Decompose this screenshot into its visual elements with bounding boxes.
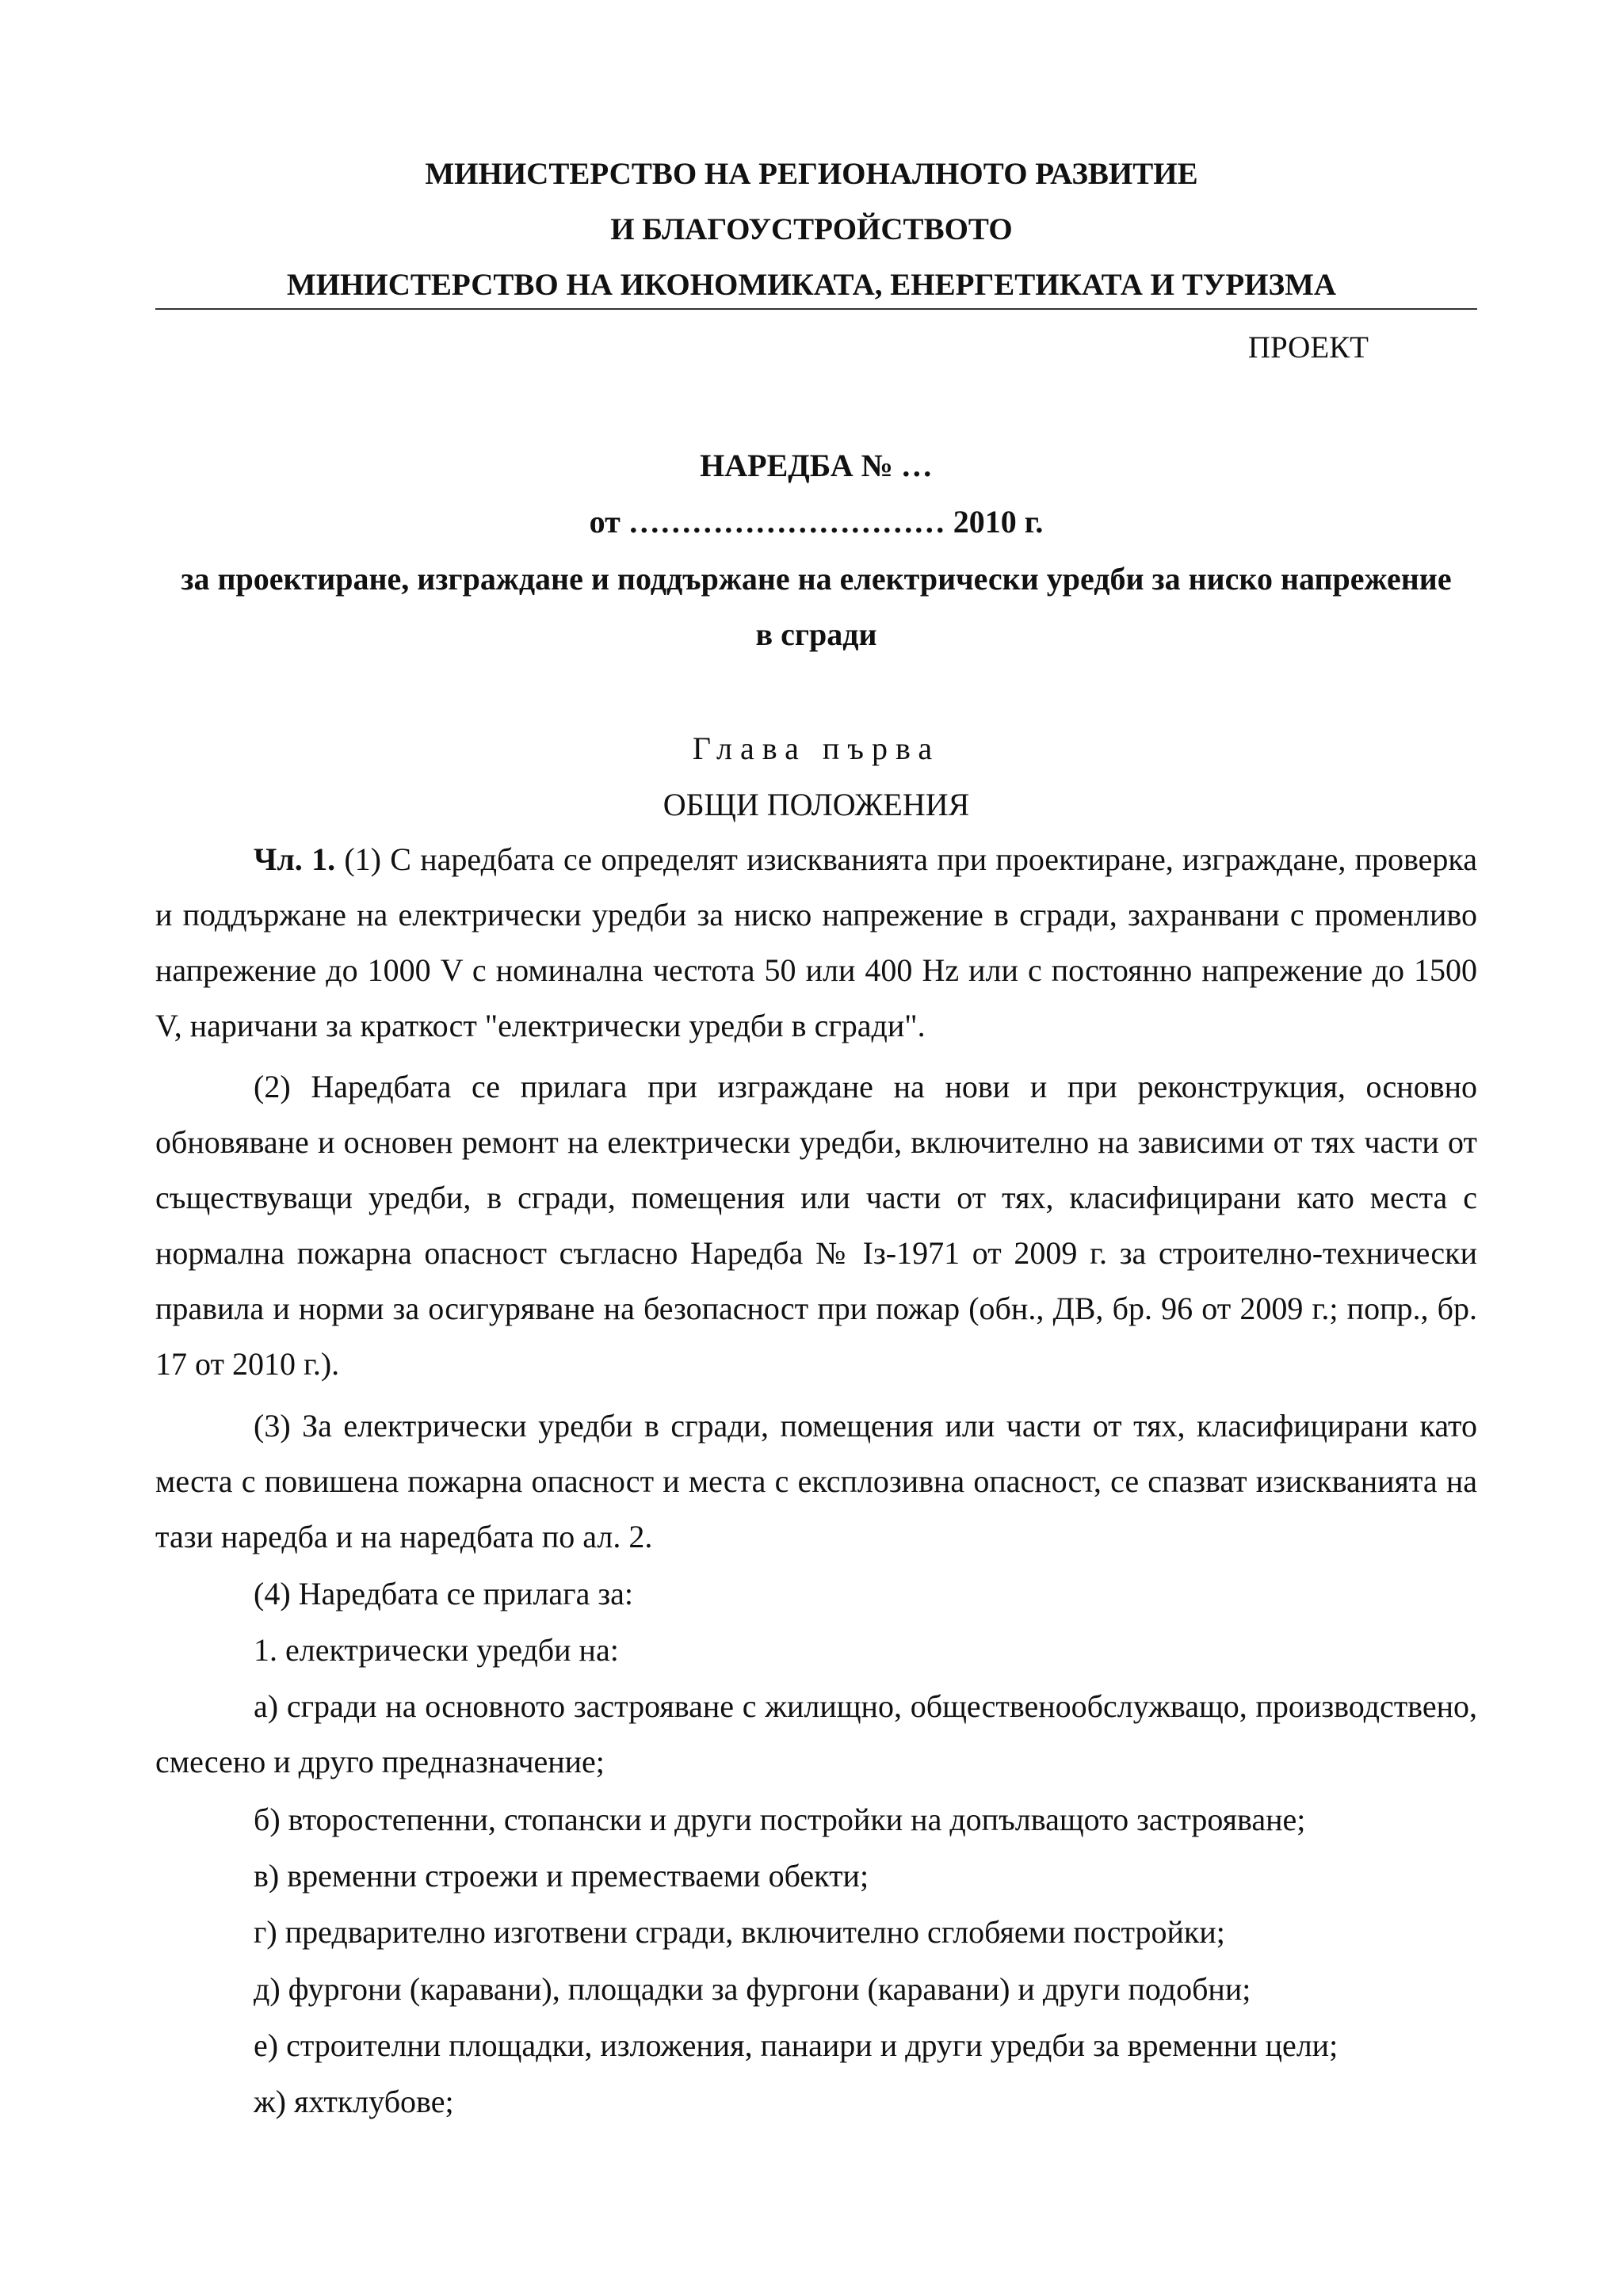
article-1-paragraph-1-text: (1) С наредбата се определят изискванията при проектиране, изграждане, проверка и поддържане на електрически уредби за ниско напрежение в сгради, захранвани с променливо напрежение до 1000 V с номинална честота 50 или 400 Hz или с постоянно напрежение до 1500 V, наричани за краткост "електрически уредби в сгради". bbox=[155, 841, 1477, 1043]
list-item-g: г) предварително изготвени сгради, включително сглобяеми постройки; bbox=[254, 1914, 1225, 1950]
header-divider bbox=[155, 308, 1477, 310]
draft-label: ПРОЕКТ bbox=[1247, 330, 1369, 364]
list-item-b: б) второстепенни, стопански и други постройки на допълващото застрояване; bbox=[254, 1802, 1306, 1837]
list-item-d: д) фургони (каравани), площадки за фургони (каравани) и други подобни; bbox=[254, 1971, 1251, 2007]
ministry-regional-development-line2: И БЛАГОУСТРОЙСТВОТО bbox=[610, 212, 1013, 246]
list-item-zh: ж) яхтклубове; bbox=[254, 2084, 454, 2119]
article-1-paragraph-2: (2) Наредбата се прилага при изграждане на нови и при реконструкция, основно обновяване и основен ремонт на електрически уредби, включително на зависими от тях части от съществуващи уредби, в сгради, помещения или части от тях, класифицирани като места с нормална пожарна опасност съгласно Наредба № Iз-1971 от 2009 г. за строително-технически правила и норми за осигуряване на безопасност при пожар (обн., ДВ, бр. 96 от 2009 г.; попр., бр. 17 от 2010 г.). bbox=[155, 1069, 1477, 1382]
list-item-1: 1. електрически уредби на: bbox=[254, 1632, 619, 1668]
ordinance-title: НАРЕДБА № … bbox=[700, 448, 933, 483]
ordinance-subject-line1: за проектиране, изграждане и поддържане на електрически уредби за ниско напрежение bbox=[181, 561, 1452, 597]
article-1-label: Чл. 1. bbox=[254, 841, 336, 877]
article-1-paragraph-3: (3) За електрически уредби в сгради, помещения или части от тях, класифицирани като места с повишена пожарна опасност и места с експлозивна опасност, се спазват изискванията на тази наредба и на наредбата по ал. 2. bbox=[155, 1408, 1477, 1554]
list-item-v: в) временни строежи и преместваеми обекти; bbox=[254, 1858, 869, 1894]
article-1-paragraph-1 bbox=[155, 832, 1477, 1054]
article-1-paragraph-4: (4) Наредбата се прилага за: bbox=[254, 1576, 634, 1611]
ministry-economy: МИНИСТЕРСТВО НА ИКОНОМИКАТА, ЕНЕРГЕТИКАТА И ТУРИЗМА bbox=[286, 268, 1337, 302]
chapter-name: ОБЩИ ПОЛОЖЕНИЯ bbox=[663, 787, 970, 822]
ordinance-subject-line2: в сгради bbox=[755, 616, 877, 652]
ministry-regional-development-line1: МИНИСТЕРСТВО НА РЕГИОНАЛНОТО РАЗВИТИЕ bbox=[425, 157, 1198, 191]
list-item-e: е) строителни площадки, изложения, панаири и други уредби за временни цели; bbox=[254, 2027, 1338, 2063]
ordinance-date-line: от ………………………… 2010 г. bbox=[589, 504, 1044, 540]
list-item-a: а) сгради на основното застрояване с жилищно, общественообслужващо, производствено, смесено и друго предназначение; bbox=[155, 1688, 1477, 1779]
chapter-label: Глава първа bbox=[692, 730, 941, 766]
